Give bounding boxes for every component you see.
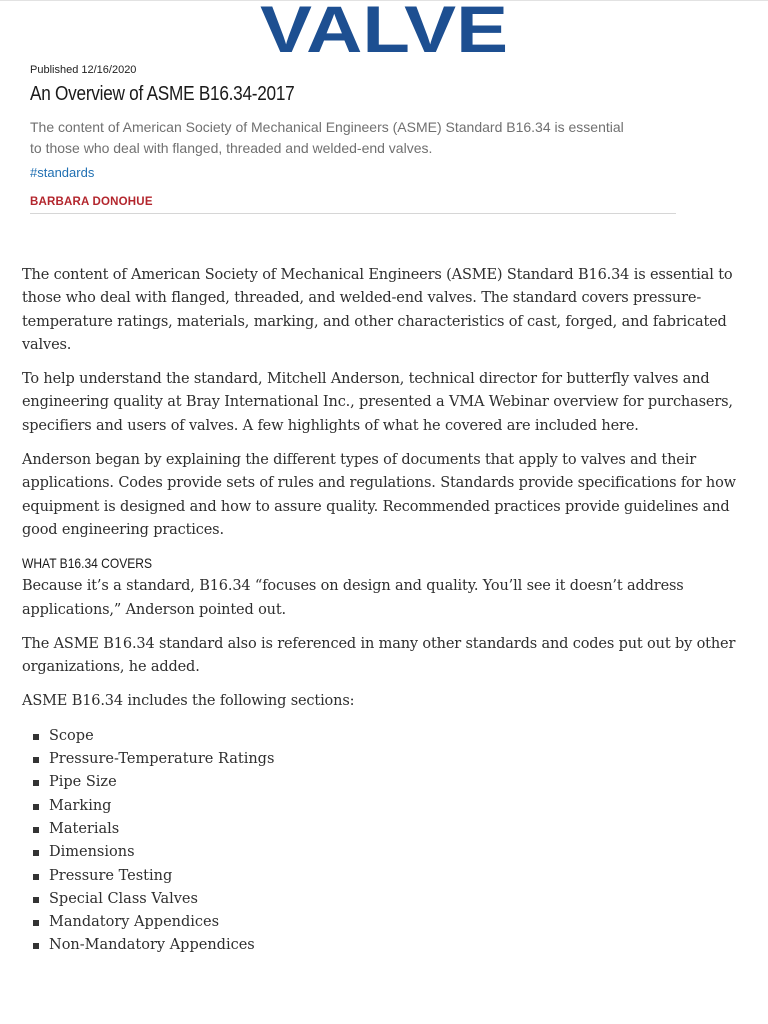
square-bullet-icon — [33, 757, 39, 763]
section-heading: WHAT B16.34 COVERS — [22, 555, 153, 572]
square-bullet-icon — [33, 874, 39, 880]
list-item — [22, 818, 750, 841]
author-link[interactable]: BARBARA DONOHUE — [30, 196, 153, 208]
list-item — [22, 911, 750, 934]
paragraph: ASME B16.34 includes the following sections: — [22, 693, 355, 710]
list-item — [22, 795, 750, 818]
square-bullet-icon — [33, 804, 39, 810]
list-item-text: Pressure-Temperature Ratings — [49, 751, 275, 768]
square-bullet-icon — [33, 827, 39, 833]
list-item — [22, 888, 750, 911]
square-bullet-icon — [33, 897, 39, 903]
paragraph: Anderson began by explaining the different types of documents that apply to valves and their applications. Codes provide sets of rules and regulations. Standards provide specifications for how equipment is designed and how to assure quality. Recommended practices provide guidelines and good engineering practices. — [22, 452, 736, 538]
list-item — [22, 771, 750, 794]
site-logo[interactable] — [0, 0, 768, 67]
list-item-text: Pipe Size — [49, 774, 117, 791]
paragraph: To help understand the standard, Mitchell Anderson, technical director for butterfly valves and engineering quality at Bray International Inc., presented a VMA Webinar overview for purchasers, specifiers and users of valves. A few highlights of what he covered are included here. — [22, 371, 733, 434]
list-item — [22, 748, 750, 771]
square-bullet-icon — [33, 920, 39, 926]
list-item-text: Scope — [49, 727, 94, 744]
list-item-text: Special Class Valves — [49, 890, 198, 907]
article-header — [30, 63, 676, 214]
square-bullet-icon — [33, 850, 39, 856]
article-body — [22, 264, 750, 958]
list-item — [22, 865, 750, 888]
list-item-text: Non-Mandatory Appendices — [49, 937, 255, 954]
square-bullet-icon — [33, 780, 39, 786]
paragraph: The content of American Society of Mechanical Engineers (ASME) Standard B16.34 is essential to those who deal with flanged, threaded, and welded-end valves. The standard covers pressure-temperature ratings, materials, marking, and other characteristics of cast, forged, and fabricated valves. — [22, 267, 733, 353]
sections-list — [22, 725, 750, 958]
article-title: An Overview of ASME B16.34-2017 — [30, 83, 295, 105]
list-item — [22, 841, 750, 864]
list-item-text: Materials — [49, 820, 120, 837]
square-bullet-icon — [33, 734, 39, 740]
header-divider — [30, 213, 676, 214]
paragraph: The ASME B16.34 standard also is referenced in many other standards and codes put out by other organizations, he added. — [22, 635, 736, 676]
logo-text: VALVE — [259, 0, 509, 67]
list-item — [22, 725, 750, 748]
list-item-text: Mandatory Appendices — [49, 914, 220, 931]
list-item — [22, 934, 750, 957]
square-bullet-icon — [33, 943, 39, 949]
valve-logo-mark — [259, 0, 509, 67]
list-item-text: Marking — [49, 797, 112, 814]
list-item-text: Pressure Testing — [49, 867, 173, 884]
published-date: Published 12/16/2020 — [30, 64, 137, 76]
article-subtitle: The content of American Society of Mechanical Engineers (ASME) Standard B16.34 is essential to those who deal with flanged, threaded and welded-end valves. — [30, 119, 624, 156]
paragraph: Because it’s a standard, B16.34 “focuses on design and quality. You’ll see it doesn’t address applications,” Anderson pointed out. — [22, 578, 684, 618]
list-item-text: Dimensions — [49, 844, 135, 861]
tag-link-standards[interactable]: #standards — [30, 165, 95, 180]
